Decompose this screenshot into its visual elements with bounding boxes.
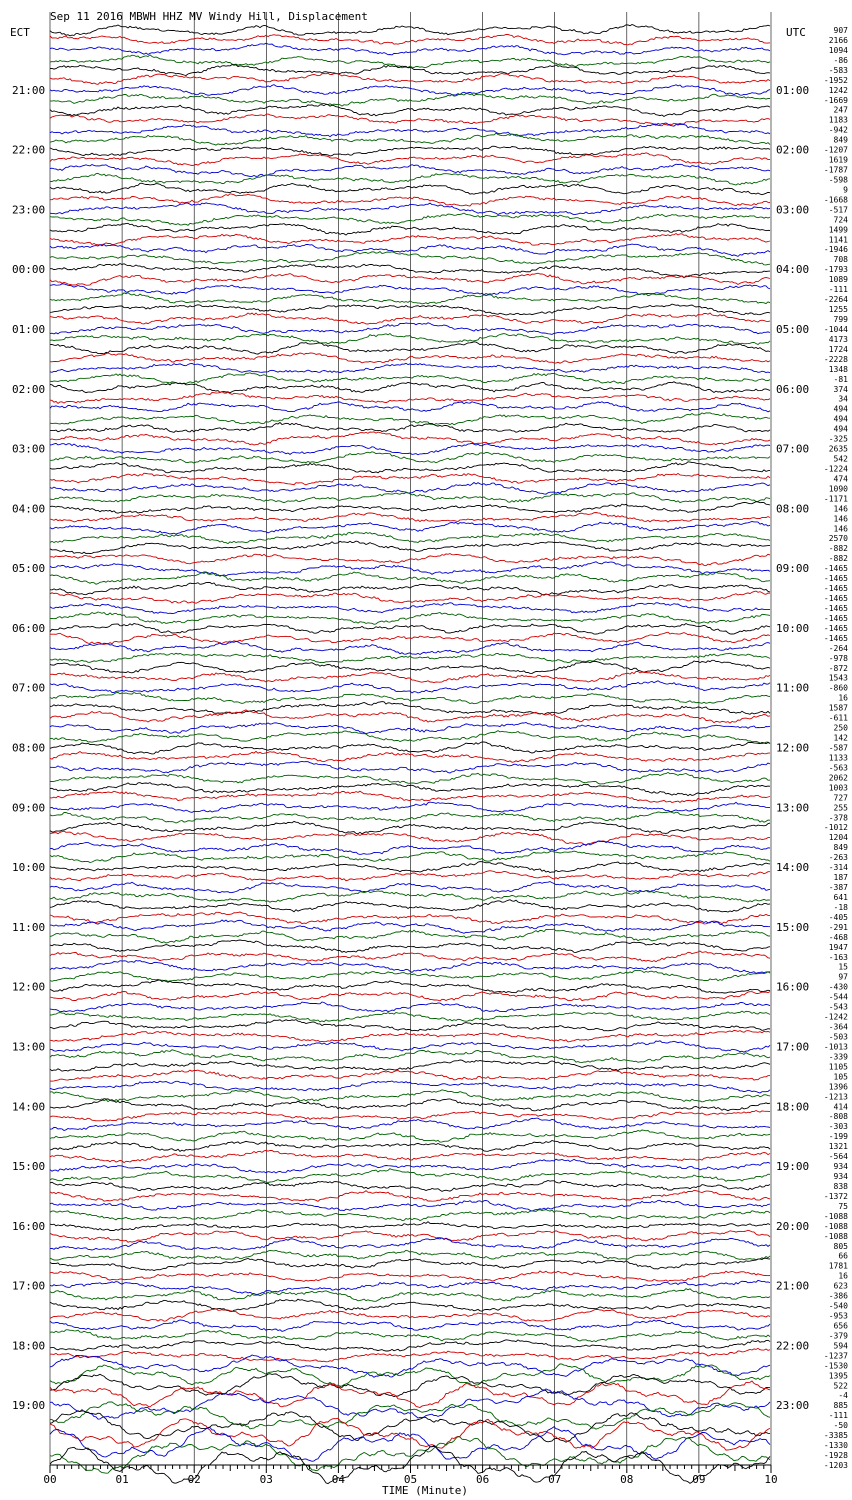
trace-offset-label: -860 bbox=[828, 683, 848, 693]
right-hour-label: 10:00 bbox=[776, 621, 810, 635]
trace-offset-label: -1088 bbox=[823, 1231, 848, 1241]
trace-offset-label: 727 bbox=[833, 793, 848, 803]
left-hour-label: 16:00 bbox=[12, 1219, 46, 1233]
trace-offset-label: -1237 bbox=[823, 1351, 848, 1361]
trace-offset-label: 494 bbox=[833, 424, 848, 434]
left-hour-label: 03:00 bbox=[12, 442, 46, 456]
left-hour-label: 07:00 bbox=[12, 681, 46, 695]
trace-offset-label: -808 bbox=[828, 1112, 848, 1122]
trace-offset-label: 1724 bbox=[828, 344, 848, 354]
trace-offset-label: 1396 bbox=[828, 1082, 848, 1092]
left-hour-label: 18:00 bbox=[12, 1339, 46, 1353]
trace-offset-label: 708 bbox=[833, 255, 848, 265]
trace-offset-label: 1781 bbox=[828, 1261, 848, 1271]
trace-offset-label: -882 bbox=[828, 554, 848, 564]
trace-offset-label: 146 bbox=[833, 514, 848, 524]
left-hour-label: 21:00 bbox=[12, 83, 46, 97]
trace-offset-label: 594 bbox=[833, 1341, 848, 1351]
trace-offset-label: -1203 bbox=[823, 1461, 848, 1470]
x-tick-label-04: 04 bbox=[331, 1473, 346, 1486]
trace-offset-label: 146 bbox=[833, 524, 848, 534]
trace-offset-label: -1372 bbox=[823, 1191, 848, 1201]
trace-offset-label: -1242 bbox=[823, 1012, 848, 1022]
left-hour-label: 01:00 bbox=[12, 323, 46, 336]
left-hour-label: 22:00 bbox=[12, 143, 46, 157]
trace-offset-label: 16 bbox=[838, 693, 848, 703]
trace-offset-label: -1668 bbox=[823, 195, 848, 205]
trace-offset-label: 1183 bbox=[828, 115, 848, 125]
trace-offset-label: 2635 bbox=[828, 444, 848, 454]
trace-offset-label: -81 bbox=[833, 374, 848, 384]
trace-offset-label: -405 bbox=[828, 912, 848, 922]
trace-offset-label: -1787 bbox=[823, 165, 848, 175]
trace-offset-label: -314 bbox=[828, 863, 848, 873]
trace-offset-label: 474 bbox=[833, 474, 848, 484]
left-hour-label: 15:00 bbox=[12, 1160, 46, 1173]
right-hour-label: 14:00 bbox=[776, 861, 810, 875]
x-tick-label-07: 07 bbox=[548, 1473, 562, 1486]
trace-offset-label: -111 bbox=[828, 1411, 848, 1421]
x-tick-label-02: 02 bbox=[187, 1473, 201, 1486]
left-hour-label: 05:00 bbox=[12, 562, 46, 576]
trace-offset-label: 2166 bbox=[828, 36, 848, 45]
trace-offset-label: -1012 bbox=[823, 823, 848, 833]
trace-offset-label: -3385 bbox=[823, 1431, 848, 1441]
trace-offset-label: 1619 bbox=[828, 155, 848, 165]
left-hour-label: 06:00 bbox=[12, 621, 46, 635]
trace-offset-label: -1465 bbox=[823, 564, 848, 574]
trace-offset-label: -111 bbox=[828, 285, 848, 295]
trace-offset-label: -1952 bbox=[823, 75, 848, 85]
trace-offset-label: -563 bbox=[828, 763, 848, 773]
trace-offset-label: 1587 bbox=[828, 703, 848, 713]
x-tick-label-10: 10 bbox=[764, 1473, 778, 1486]
trace-offset-label: -264 bbox=[828, 643, 848, 653]
left-hour-label: 11:00 bbox=[12, 920, 46, 934]
right-hour-label: 07:00 bbox=[776, 442, 810, 456]
trace-offset-label: 34 bbox=[838, 394, 848, 404]
trace-offset-label: -1530 bbox=[823, 1361, 848, 1371]
trace-offset-label: -564 bbox=[828, 1152, 848, 1162]
x-tick-label-06: 06 bbox=[475, 1473, 490, 1486]
trace-offset-label: 1094 bbox=[828, 45, 848, 55]
trace-offset-label: 1947 bbox=[828, 942, 848, 952]
trace-offset-label: -1465 bbox=[823, 623, 848, 633]
trace-offset-label: -1213 bbox=[823, 1092, 848, 1102]
trace-offset-label: -544 bbox=[828, 992, 848, 1002]
trace-offset-label: 2062 bbox=[828, 773, 848, 783]
trace-offset-label: -978 bbox=[828, 653, 848, 663]
trace-offset-label: 75 bbox=[838, 1201, 848, 1211]
trace-offset-label: 255 bbox=[833, 803, 848, 813]
left-hour-label: 13:00 bbox=[12, 1040, 46, 1054]
right-hour-label: 12:00 bbox=[776, 741, 810, 755]
trace-offset-label: 907 bbox=[833, 26, 848, 35]
trace-offset-label: 1242 bbox=[828, 85, 848, 95]
trace-offset-label: -598 bbox=[828, 175, 848, 185]
x-tick-label-01: 01 bbox=[115, 1473, 129, 1486]
trace-offset-label: -386 bbox=[828, 1291, 848, 1301]
trace-offset-label: -163 bbox=[828, 952, 848, 962]
x-axis-title: TIME (Minute) bbox=[381, 1484, 469, 1497]
right-hour-label: 03:00 bbox=[776, 203, 810, 217]
trace-offset-label: 849 bbox=[833, 135, 848, 145]
right-hour-label: 17:00 bbox=[776, 1040, 810, 1054]
trace-offset-label: 374 bbox=[833, 384, 848, 394]
chart-title: Sep 11 2016 MBWH HHZ MV Windy Hill, Displacement bbox=[50, 10, 368, 23]
trace-offset-label: 1141 bbox=[828, 235, 848, 245]
trace-offset-label: -303 bbox=[828, 1122, 848, 1132]
right-hour-label: 09:00 bbox=[776, 562, 810, 576]
left-hour-label: 08:00 bbox=[12, 741, 46, 755]
trace-offset-label: -18 bbox=[833, 902, 848, 912]
trace-offset-label: 494 bbox=[833, 404, 848, 414]
trace-offset-label: -872 bbox=[828, 663, 848, 673]
trace-offset-label: -1465 bbox=[823, 614, 848, 623]
trace-offset-label: -1207 bbox=[823, 145, 848, 155]
left-hour-label: 04:00 bbox=[12, 502, 46, 516]
trace-offset-label: -942 bbox=[828, 125, 848, 135]
trace-offset-label: -953 bbox=[828, 1311, 848, 1321]
trace-offset-label: -2228 bbox=[823, 354, 848, 364]
trace-offset-label: -4 bbox=[838, 1391, 848, 1401]
trace-offset-label: -325 bbox=[828, 434, 848, 444]
x-tick-label-09: 09 bbox=[692, 1473, 706, 1486]
trace-offset-label: -611 bbox=[828, 713, 848, 723]
trace-offset-label: -1044 bbox=[823, 325, 848, 334]
trace-offset-label: -379 bbox=[828, 1331, 848, 1341]
left-hour-label: 12:00 bbox=[12, 980, 46, 994]
trace-offset-label: 494 bbox=[833, 414, 848, 424]
trace-offset-label: 1255 bbox=[828, 305, 848, 314]
trace-offset-label: -1013 bbox=[823, 1042, 848, 1052]
trace-offset-label: 1090 bbox=[828, 484, 848, 494]
trace-offset-label: 16 bbox=[838, 1271, 848, 1281]
right-hour-label: 23:00 bbox=[776, 1399, 810, 1413]
x-tick-label-03: 03 bbox=[259, 1473, 273, 1486]
right-hour-label: 16:00 bbox=[776, 980, 810, 994]
trace-offset-label: 105 bbox=[833, 1072, 848, 1082]
trace-offset-label: 641 bbox=[833, 893, 848, 902]
trace-offset-label: 1348 bbox=[828, 364, 848, 374]
right-hour-label: 13:00 bbox=[776, 801, 810, 815]
trace-offset-label: 1395 bbox=[828, 1371, 848, 1381]
trace-offset-label: -1946 bbox=[823, 245, 848, 255]
x-tick-label-00: 00 bbox=[43, 1473, 57, 1486]
trace-offset-label: 97 bbox=[838, 972, 848, 982]
trace-offset-label: -1465 bbox=[823, 604, 848, 613]
left-hour-label: 23:00 bbox=[12, 203, 46, 217]
right-hour-label: 01:00 bbox=[776, 83, 810, 97]
trace-offset-label: 247 bbox=[833, 105, 848, 115]
trace-offset-label: -430 bbox=[828, 982, 848, 992]
trace-offset-label: 1105 bbox=[828, 1062, 848, 1072]
trace-offset-label: -517 bbox=[828, 205, 848, 215]
trace-offset-label: 542 bbox=[833, 454, 848, 464]
trace-offset-label: 1499 bbox=[828, 225, 848, 235]
left-hour-label: 17:00 bbox=[12, 1279, 46, 1293]
trace-offset-label: -1088 bbox=[823, 1211, 848, 1221]
left-hour-label: 14:00 bbox=[12, 1100, 46, 1114]
trace-offset-label: 1321 bbox=[828, 1142, 848, 1152]
right-timezone-label: UTC bbox=[786, 26, 806, 39]
right-hour-label: 21:00 bbox=[776, 1279, 810, 1293]
x-tick-label-08: 08 bbox=[620, 1473, 634, 1486]
trace-offset-label: -291 bbox=[828, 922, 848, 932]
trace-offset-label: -387 bbox=[828, 883, 848, 892]
trace-offset-label: 414 bbox=[833, 1102, 848, 1112]
trace-offset-label: -1088 bbox=[823, 1221, 848, 1231]
right-hour-label: 08:00 bbox=[776, 502, 810, 516]
trace-offset-label: 142 bbox=[833, 733, 848, 743]
left-hour-label: 09:00 bbox=[12, 801, 46, 815]
left-hour-label: 10:00 bbox=[12, 861, 46, 875]
trace-offset-label: -50 bbox=[833, 1421, 848, 1431]
trace-offset-label: 934 bbox=[833, 1172, 848, 1181]
x-tick-label-05: 05 bbox=[403, 1473, 418, 1486]
trace-offset-label: -882 bbox=[828, 544, 848, 554]
right-hour-label: 02:00 bbox=[776, 143, 810, 157]
trace-offset-label: -1669 bbox=[823, 95, 848, 105]
right-hour-label: 22:00 bbox=[776, 1339, 810, 1353]
trace-offset-label: 66 bbox=[838, 1251, 848, 1261]
trace-offset-label: 1204 bbox=[828, 833, 848, 843]
trace-offset-label: 934 bbox=[833, 1162, 848, 1171]
trace-offset-label: -199 bbox=[828, 1132, 848, 1142]
trace-offset-label: -503 bbox=[828, 1032, 848, 1042]
trace-offset-label: -378 bbox=[828, 813, 848, 823]
trace-offset-label: 656 bbox=[833, 1321, 848, 1331]
trace-offset-label: -1928 bbox=[823, 1451, 848, 1460]
trace-offset-label: 522 bbox=[833, 1381, 848, 1391]
trace-offset-label: 15 bbox=[838, 962, 848, 972]
trace-offset-label: 885 bbox=[833, 1401, 848, 1411]
trace-offset-label: -468 bbox=[828, 932, 848, 942]
trace-offset-label: -1465 bbox=[823, 633, 848, 643]
trace-offset-label: 849 bbox=[833, 843, 848, 853]
right-hour-label: 15:00 bbox=[776, 920, 810, 934]
trace-offset-label: -1330 bbox=[823, 1441, 848, 1451]
trace-offset-label: -587 bbox=[828, 743, 848, 753]
right-hour-label: 18:00 bbox=[776, 1100, 810, 1114]
left-hour-label: 02:00 bbox=[12, 382, 46, 396]
trace-offset-label: -1224 bbox=[823, 464, 848, 474]
trace-offset-label: 1003 bbox=[828, 783, 848, 793]
trace-offset-label: -2264 bbox=[823, 295, 848, 305]
trace-offset-label: -583 bbox=[828, 65, 848, 75]
trace-offset-label: -543 bbox=[828, 1002, 848, 1012]
trace-offset-label: 2570 bbox=[828, 534, 848, 544]
trace-offset-label: -86 bbox=[833, 55, 848, 65]
trace-offset-label: 146 bbox=[833, 504, 848, 514]
trace-offset-label: 1089 bbox=[828, 275, 848, 285]
trace-offset-label: -364 bbox=[828, 1022, 848, 1032]
right-hour-label: 06:00 bbox=[776, 382, 810, 396]
right-hour-label: 11:00 bbox=[776, 681, 810, 695]
trace-offset-label: -263 bbox=[828, 853, 848, 863]
left-hour-label: 19:00 bbox=[12, 1399, 46, 1413]
trace-offset-label: 724 bbox=[833, 215, 848, 225]
trace-offset-label: 250 bbox=[833, 723, 848, 733]
trace-offset-label: 1133 bbox=[828, 753, 848, 763]
right-hour-label: 20:00 bbox=[776, 1219, 810, 1233]
trace-offset-label: 838 bbox=[833, 1182, 848, 1191]
trace-offset-label: 187 bbox=[833, 873, 848, 882]
trace-offset-label: -540 bbox=[828, 1301, 848, 1311]
trace-offset-label: 4173 bbox=[828, 334, 848, 344]
trace-offset-label: 9 bbox=[843, 185, 848, 195]
trace-offset-label: 799 bbox=[833, 315, 848, 324]
trace-offset-label: -339 bbox=[828, 1052, 848, 1062]
trace-offset-label: -1465 bbox=[823, 594, 848, 603]
trace-offset-label: 805 bbox=[833, 1241, 848, 1251]
left-hour-label: 00:00 bbox=[12, 263, 46, 277]
trace-offset-label: -1465 bbox=[823, 584, 848, 594]
left-timezone-label: ECT bbox=[10, 26, 30, 39]
trace-offset-label: 1543 bbox=[828, 673, 848, 683]
trace-offset-label: -1171 bbox=[823, 494, 848, 504]
right-hour-label: 05:00 bbox=[776, 323, 810, 336]
trace-offset-label: 623 bbox=[833, 1281, 848, 1291]
right-hour-label: 04:00 bbox=[776, 263, 810, 277]
trace-offset-label: -1465 bbox=[823, 574, 848, 584]
right-hour-label: 19:00 bbox=[776, 1160, 810, 1173]
trace-offset-label: -1793 bbox=[823, 265, 848, 275]
